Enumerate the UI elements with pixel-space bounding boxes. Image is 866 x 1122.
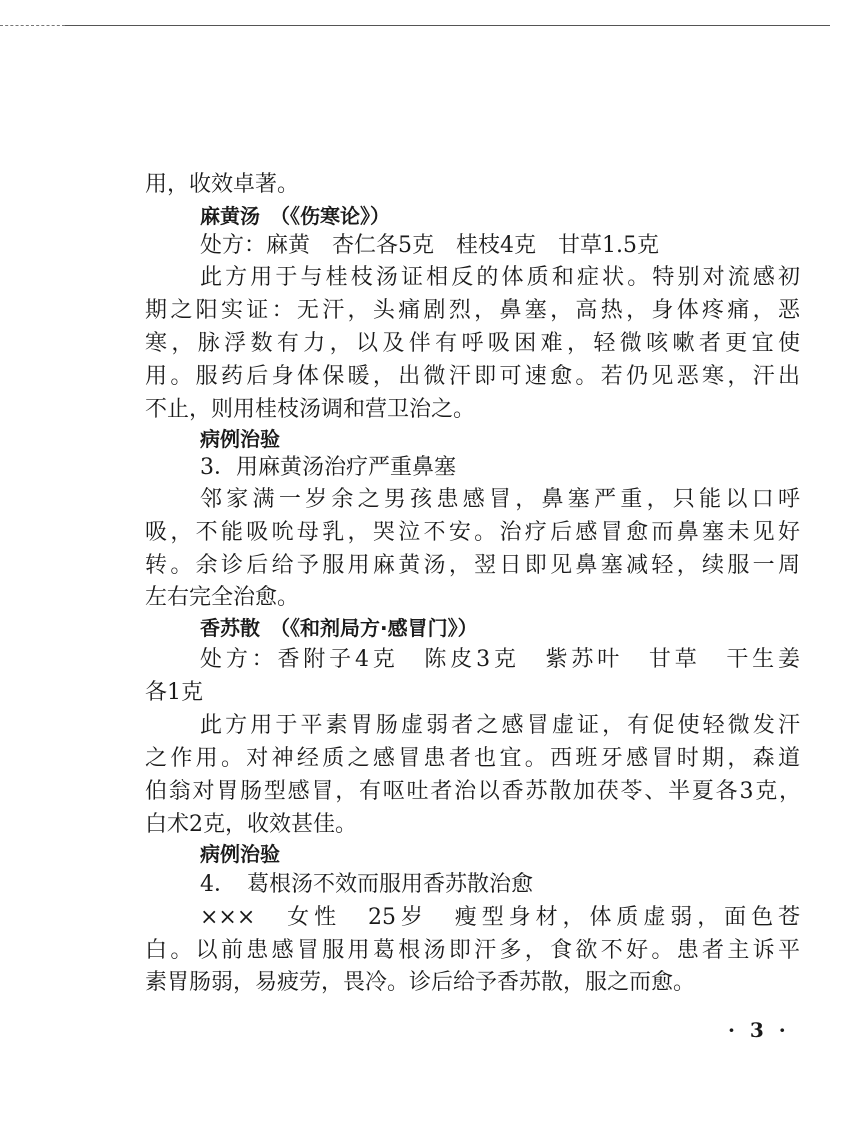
case-heading: 病例治验 xyxy=(200,842,280,866)
page-number: · 3 · xyxy=(728,1018,790,1042)
case-title: 3．用麻黄汤治疗严重鼻塞 xyxy=(200,455,456,480)
text-line: 伯翁对胃肠型感冒，有呕吐者治以香苏散加茯苓、半夏各3克， xyxy=(145,779,800,804)
header-rule xyxy=(65,25,830,26)
text-line: 左右完全治愈。 xyxy=(145,585,300,610)
text-line: 期之阳实证：无汗，头痛剧烈，鼻塞，高热，身体疼痛，恶 xyxy=(145,298,800,323)
text-line: ××× 女性 25岁 瘦型身材，体质虚弱，面色苍 xyxy=(200,905,800,930)
text-line: 素胃肠弱，易疲劳，畏冷。诊后给予香苏散，服之而愈。 xyxy=(145,970,696,995)
text-line: 之作用。对神经质之感冒患者也宜。西班牙感冒时期，森道 xyxy=(145,746,800,771)
text-line: 此方用于与桂枝汤证相反的体质和症状。特别对流感初 xyxy=(200,265,800,290)
formula-heading-mahuang: 麻黄汤 （《伤寒论》） xyxy=(200,204,390,228)
text-line: 转。余诊后给予服用麻黄汤，翌日即见鼻塞减轻，续服一周 xyxy=(145,553,800,578)
text-line: 邻家满一岁余之男孩患感冒，鼻塞严重，只能以口呼 xyxy=(200,487,800,512)
text-line: 用，收效卓著。 xyxy=(145,172,300,197)
text-line: 寒，脉浮数有力，以及伴有呼吸困难，轻微咳嗽者更宜使 xyxy=(145,331,800,356)
text-line: 白。以前患感冒服用葛根汤即汗多，食欲不好。患者主诉平 xyxy=(145,938,800,963)
text-line: 此方用于平素胃肠虚弱者之感冒虚证，有促使轻微发汗 xyxy=(200,713,800,738)
case-heading: 病例治验 xyxy=(200,427,280,451)
text-line: 用。服药后身体保暖，出微汗即可速愈。若仍见恶寒，汗出 xyxy=(145,364,800,389)
prescription-line: 处方：香附子4克 陈皮3克 紫苏叶 甘草 干生姜 xyxy=(200,647,800,672)
formula-heading-xiangsu: 香苏散 （《和剂局方·感冒门》） xyxy=(200,616,478,640)
prescription-line: 处方：麻黄 杏仁各5克 桂枝4克 甘草1.5克 xyxy=(200,233,659,258)
text-line: 吸，不能吸吮母乳，哭泣不安。治疗后感冒愈而鼻塞未见好 xyxy=(145,520,800,545)
header-rule-dashed xyxy=(0,25,65,26)
text-line: 白术2克，收效甚佳。 xyxy=(145,812,357,837)
case-title: 4． 葛根汤不效而服用香苏散治愈 xyxy=(200,872,533,897)
prescription-line: 各1克 xyxy=(145,680,203,705)
text-line: 不止，则用桂枝汤调和营卫治之。 xyxy=(145,397,476,422)
